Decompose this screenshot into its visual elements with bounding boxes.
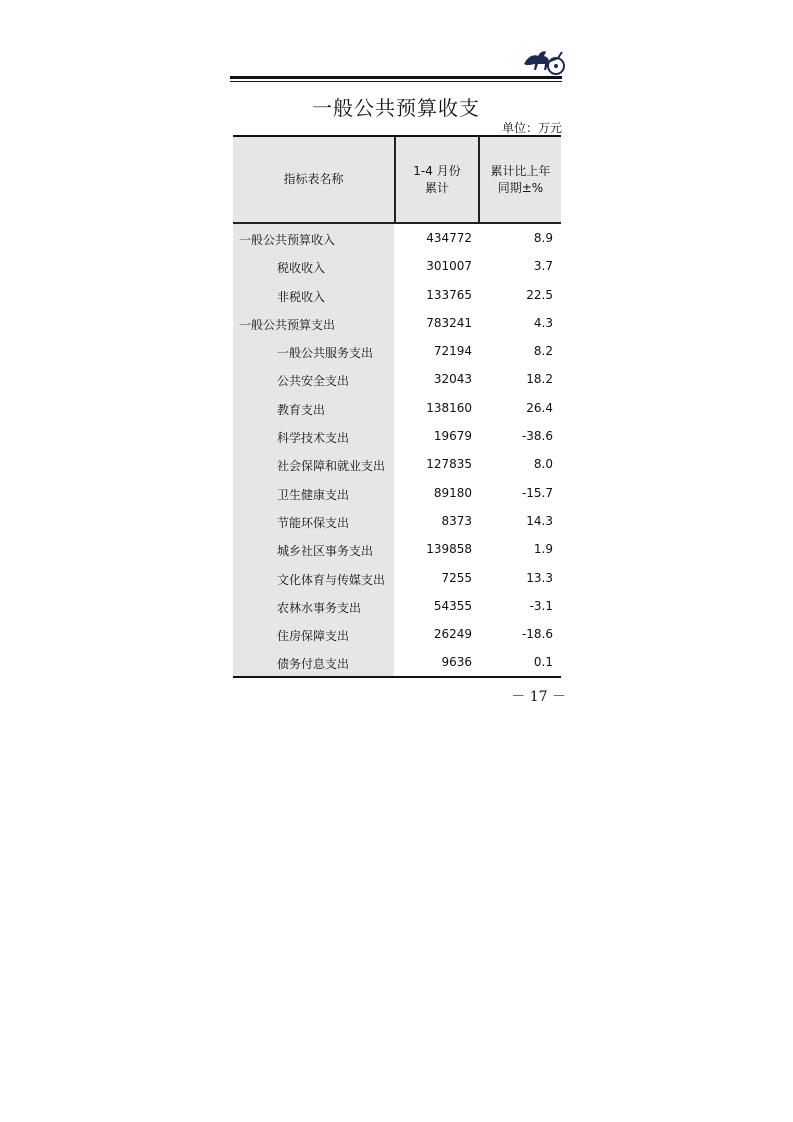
column-header-change-line2: 同期±% <box>497 180 544 195</box>
table-row <box>233 309 561 337</box>
table-header <box>233 137 561 222</box>
row-change: 8.0 <box>533 457 553 472</box>
row-label: 文化体育与传媒支出 <box>277 572 386 587</box>
table-row <box>233 281 561 309</box>
row-label: 住房保障支出 <box>277 629 350 644</box>
table-row <box>233 592 561 620</box>
row-label: 农林水事务支出 <box>277 600 362 615</box>
table-row <box>233 450 561 478</box>
row-label: 公共安全支出 <box>277 374 350 389</box>
row-change: 14.3 <box>526 513 553 528</box>
row-change: 26.4 <box>526 400 553 415</box>
table-bottom-border <box>233 676 561 678</box>
row-change: -38.6 <box>521 429 553 444</box>
row-value: 434772 <box>426 231 472 245</box>
horse-cart-logo-icon <box>518 42 566 78</box>
table-row <box>233 365 561 393</box>
row-change: -3.1 <box>529 598 553 613</box>
row-value: 783241 <box>426 315 472 330</box>
row-change: 1.9 <box>533 542 553 557</box>
row-value: 54355 <box>433 598 472 613</box>
row-value: 9636 <box>441 655 472 670</box>
header-divider <box>478 137 480 222</box>
unit-label: 单位：万元 <box>501 121 562 135</box>
table-row <box>233 507 561 535</box>
row-label: 一般公共预算收入 <box>239 233 336 247</box>
row-change: 8.2 <box>533 344 553 359</box>
table-row <box>233 337 561 365</box>
row-value: 26249 <box>433 627 472 642</box>
row-label: 卫生健康支出 <box>277 487 350 502</box>
row-label: 社会保障和就业支出 <box>277 459 386 474</box>
row-value: 301007 <box>426 259 472 274</box>
row-label: 一般公共预算支出 <box>239 317 336 332</box>
row-value: 32043 <box>433 372 472 387</box>
header-rule-thin <box>230 81 562 82</box>
row-change: 0.1 <box>533 655 553 670</box>
table-row <box>233 620 561 648</box>
page-number: － 17 － <box>511 689 566 705</box>
row-label: 科学技术支出 <box>277 431 350 446</box>
row-change: 13.3 <box>526 570 553 585</box>
page-title: 一般公共预算收支 <box>312 96 480 120</box>
table-body <box>233 224 561 677</box>
row-label: 教育支出 <box>277 402 326 417</box>
table-row <box>233 394 561 422</box>
table-row <box>233 564 561 592</box>
column-header-change <box>480 137 561 222</box>
row-value: 138160 <box>426 400 472 415</box>
row-label: 节能环保支出 <box>277 515 350 530</box>
row-change: 3.7 <box>533 259 553 274</box>
row-change: -18.6 <box>521 627 553 642</box>
table-row <box>233 224 561 252</box>
column-header-name: 指标表名称 <box>233 137 394 222</box>
row-value: 89180 <box>433 485 472 500</box>
row-label: 税收收入 <box>277 261 326 276</box>
row-value: 127835 <box>426 457 472 472</box>
row-change: 22.5 <box>526 287 553 302</box>
row-label: 非税收入 <box>277 289 326 304</box>
table-row <box>233 648 561 676</box>
row-change: 18.2 <box>526 372 553 387</box>
row-change: -15.7 <box>521 485 553 500</box>
header-rule-thick <box>230 76 562 79</box>
table-row <box>233 252 561 280</box>
row-value: 19679 <box>433 429 472 444</box>
row-value: 7255 <box>441 570 472 585</box>
row-label: 城乡社区事务支出 <box>277 544 374 559</box>
column-header-value-line1: 1-4 月份 <box>413 163 461 178</box>
row-label: 一般公共服务支出 <box>277 346 374 361</box>
row-change: 8.9 <box>533 231 553 245</box>
row-value: 133765 <box>426 287 472 302</box>
table-row <box>233 479 561 507</box>
table-row <box>233 535 561 563</box>
column-header-value <box>396 137 478 222</box>
header-divider <box>394 137 396 222</box>
row-value: 72194 <box>433 344 472 359</box>
row-change: 4.3 <box>533 315 553 330</box>
column-header-value-line2: 累计 <box>424 180 449 195</box>
row-label: 债务付息支出 <box>277 657 350 672</box>
column-header-change-line1: 累计比上年 <box>490 163 551 178</box>
row-value: 8373 <box>441 513 472 528</box>
row-value: 139858 <box>426 542 472 557</box>
table-row <box>233 422 561 450</box>
